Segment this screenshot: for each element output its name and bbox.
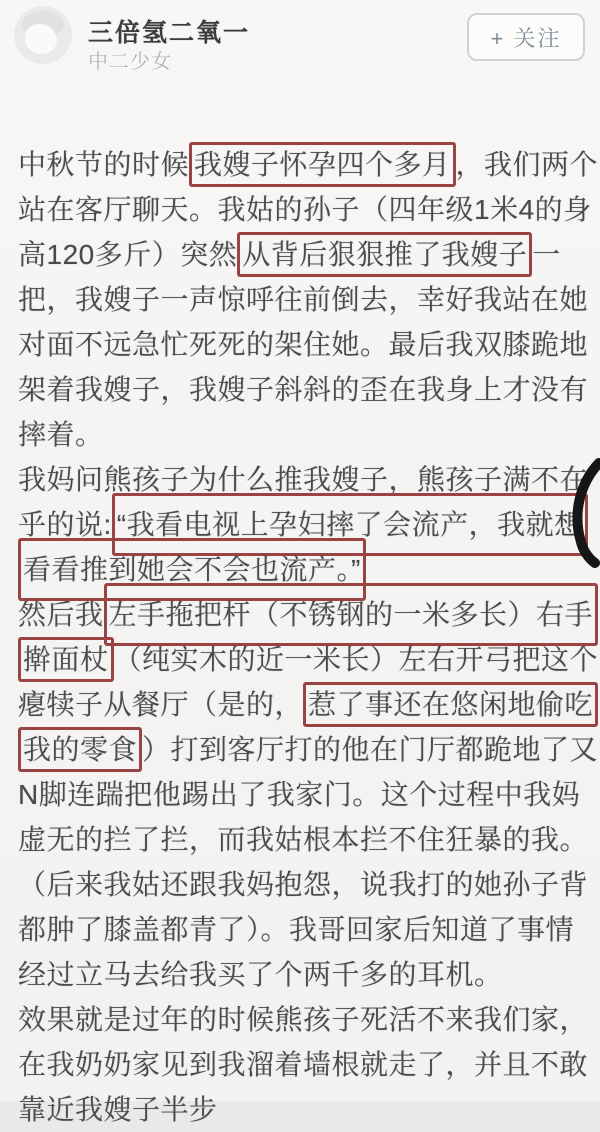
ink-stroke-mark xyxy=(568,458,600,566)
text-segment: （后来我姑还跟我妈抱怨，说我打的她孙子背 xyxy=(18,869,589,900)
text-segment: 然后我 xyxy=(18,599,104,630)
post-line xyxy=(18,232,600,277)
post-line xyxy=(18,367,600,412)
highlighted-text: 擀面杖 xyxy=(18,637,114,682)
text-segment: 中秋节的时候 xyxy=(18,149,190,180)
text-segment: ，我们两个 xyxy=(455,149,599,180)
highlighted-text: 左手拖把杆（不锈钢的一米多长）右手 xyxy=(104,583,599,646)
text-segment: 效果就是过年的时候熊孩子死活不来我们家， xyxy=(18,1004,589,1035)
post-line xyxy=(18,322,600,367)
post-line xyxy=(18,952,600,997)
post-line xyxy=(18,997,600,1042)
post-header xyxy=(0,0,600,86)
text-segment: 架着我嫂子，我嫂子斜斜的歪在我身上才没有 xyxy=(18,374,589,405)
post-line xyxy=(18,277,600,322)
text-segment: 在我奶奶家见到我溜着墙根就走了，并且不敢 xyxy=(18,1049,589,1080)
text-segment: 都肿了膝盖都青了）。我哥回家后知道了事情 xyxy=(18,914,575,945)
text-segment: 摔着。 xyxy=(18,419,104,450)
post-line xyxy=(18,1087,600,1132)
user-subtitle: 中二少女 xyxy=(88,51,172,73)
text-segment: 靠近我嫂子半步 xyxy=(18,1094,218,1125)
post-line xyxy=(18,817,600,862)
text-segment: （纯实木的近一米长）左右开弓把这个 xyxy=(113,644,599,675)
text-segment: 高120多斤）突然 xyxy=(18,239,238,270)
highlighted-text: 看看推到她会不会也流产。” xyxy=(18,538,366,601)
post-line xyxy=(18,862,600,907)
post-line xyxy=(18,772,600,817)
post-line xyxy=(18,412,600,457)
text-segment: 经过立马去给我买了个两千多的耳机。 xyxy=(18,959,503,990)
post-line xyxy=(18,142,600,187)
text-segment: 瘪犊子从餐厅（是的， xyxy=(18,689,304,720)
text-segment: 一 xyxy=(532,239,561,270)
post-line xyxy=(18,592,600,637)
text-segment: 对面不远急忙死死的架住她。最后我双膝跪地 xyxy=(18,329,589,360)
highlighted-text: “我看电视上孕妇摔了会流产，我就想 xyxy=(112,493,588,556)
follow-button[interactable]: + 关注 xyxy=(467,13,585,61)
text-segment: 把，我嫂子一声惊呼往前倒去，幸好我站在她 xyxy=(18,284,589,315)
highlighted-text: 从背后狠狠推了我嫂子 xyxy=(237,232,532,277)
post-line xyxy=(18,907,600,952)
post-line xyxy=(18,1042,600,1087)
post-body xyxy=(18,142,600,1132)
username[interactable]: 三倍氢二氧一 xyxy=(88,19,251,47)
text-segment: 虚无的拦了拦，而我姑根本拦不住狂暴的我。 xyxy=(18,824,589,855)
text-segment: N脚连踹把他踢出了我家门。这个过程中我妈 xyxy=(18,779,581,810)
post-line xyxy=(18,727,600,772)
user-avatar[interactable] xyxy=(14,6,72,64)
post-line xyxy=(18,682,600,727)
text-segment: 我妈问熊孩子为什么推我嫂子，熊孩子满不在 xyxy=(18,464,589,495)
text-segment: 站在客厅聊天。我姑的孙子（四年级1米4的身 xyxy=(18,194,592,225)
highlighted-text: 我的零食 xyxy=(18,727,142,772)
text-segment: 乎的说: xyxy=(18,509,112,540)
highlighted-text: 我嫂子怀孕四个多月 xyxy=(189,142,456,187)
highlighted-text: 惹了事还在悠闲地偷吃 xyxy=(303,682,598,727)
text-segment: ）打到客厅打的他在门厅都跪地了又 xyxy=(142,734,599,765)
post-line xyxy=(18,187,600,232)
